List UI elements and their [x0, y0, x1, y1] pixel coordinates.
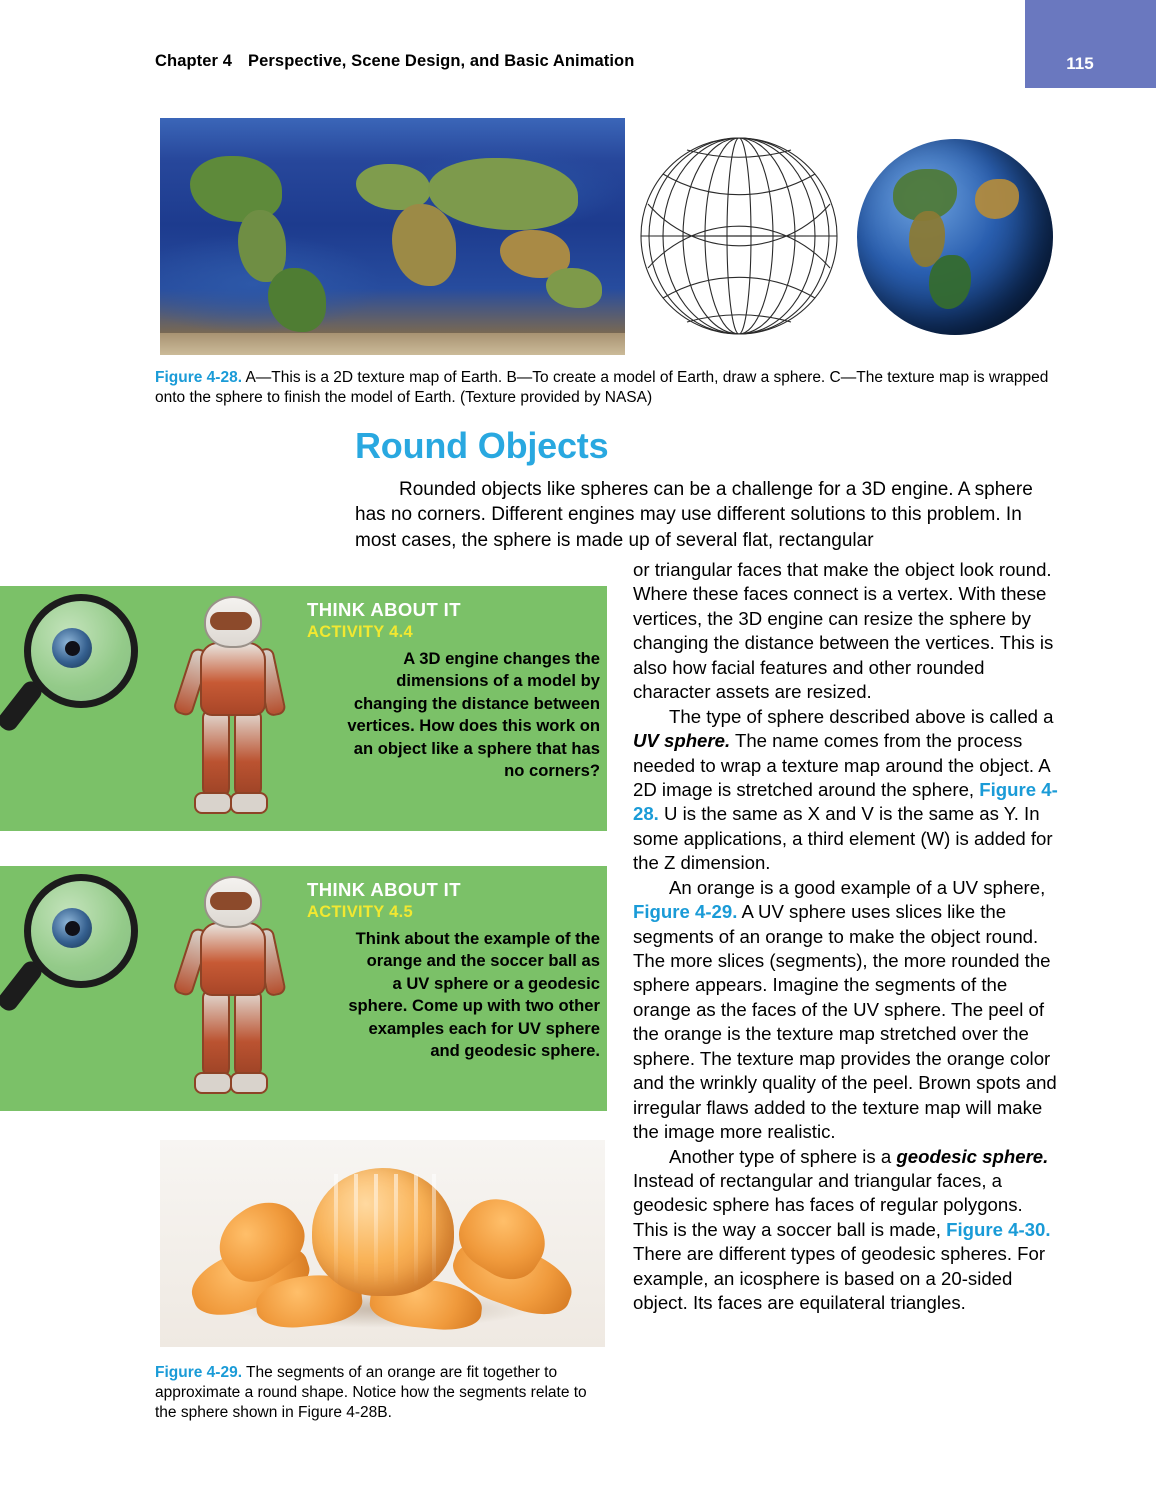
paragraph-2 [633, 705, 1060, 876]
figure-reference-4-30: Figure 4-30. [946, 1218, 1051, 1240]
p4-run1: Another type of sphere is a [669, 1145, 897, 1167]
earth-texture-map-image [160, 118, 625, 355]
activity-4-5-body [100, 928, 600, 1062]
activity-4-5-subtitle: ACTIVITY 4.5 [307, 903, 413, 921]
orange-segment-line [432, 1174, 436, 1286]
figure-4-29-caption [155, 1363, 610, 1422]
orange-fruit [312, 1168, 454, 1296]
intro-paragraph: Rounded objects like spheres can be a challenge for a 3D engine. A sphere has no corners. Different engines may use different solutions to this problem. In most cases, the sphere is made up of several flat, rectangular [355, 479, 1033, 551]
orange-segment-line [414, 1174, 418, 1286]
rendered-earth-globe-image [853, 118, 1057, 355]
p2-run3: The name comes from the process needed to wrap a texture map around the object. A 2D image is stretched around the sphere, [633, 730, 1050, 800]
activity-4-5-line: Think about the example of the [355, 929, 600, 948]
globe-sphere [857, 139, 1053, 335]
activity-box-4-5 [0, 866, 607, 1111]
activity-4-4-line: A 3D engine changes the [403, 649, 600, 668]
activity-4-4-body [100, 648, 600, 782]
wireframe-sphere-svg [632, 118, 846, 355]
activity-4-5-line: examples each for UV sphere [368, 1018, 600, 1038]
paragraph-4 [633, 1145, 1060, 1316]
figure-reference-4-28: Figure 4-28. [633, 778, 1058, 825]
activity-4-5-line: sphere. Come up with two other [348, 996, 600, 1016]
orange-segment-line [394, 1174, 398, 1286]
orange-segment-line [374, 1174, 378, 1286]
figure-reference-4-29: Figure 4-29. [633, 901, 738, 923]
p4-run5: There are different types of geodesic spheres. For example, an icosphere is based on a 20-sided object. Its faces are equilateral triangles. [633, 1243, 1046, 1314]
activity-4-4-line: no corners? [504, 760, 600, 780]
magnified-pupil [65, 921, 80, 936]
page-number-tab [1025, 0, 1156, 88]
figure-4-29-label: Figure 4-29. [155, 1364, 242, 1381]
globe-landmass [929, 255, 971, 309]
figure-4-28-label: Figure 4-28. [155, 369, 242, 386]
p3-run1: An orange is a good example of a UV sphere, [669, 876, 1046, 898]
orange-segment-line [354, 1174, 358, 1286]
robot-visor [210, 612, 252, 630]
p2-run5: U is the same as X and V is the same as Y. In some applications, a third element (W) is added for the Z dimension. [633, 803, 1053, 874]
robot-foot-right [230, 792, 268, 814]
activity-4-5-title: THINK ABOUT IT [307, 879, 461, 900]
p2-run1: The type of sphere described above is called a [669, 705, 1054, 727]
activity-4-4-line: dimensions of a model by [396, 671, 600, 691]
activity-4-5-line: and geodesic sphere. [430, 1040, 600, 1060]
term-uv-sphere: UV sphere. [633, 730, 731, 752]
activity-4-4-line: changing the distance between [353, 693, 600, 713]
wireframe-sphere-image [632, 118, 846, 355]
magnified-pupil [65, 641, 80, 656]
activity-4-4-line: vertices. How does this work on [347, 716, 600, 736]
robot-foot-right [230, 1072, 268, 1094]
globe-landmass [975, 179, 1019, 219]
orange-segment-line [334, 1174, 338, 1286]
page-number: 115 [1066, 54, 1094, 73]
chapter-title: Perspective, Scene Design, and Basic Animation [248, 52, 635, 70]
paragraph-3 [633, 876, 1060, 1145]
figure-4-28-caption [155, 368, 1060, 408]
page-title: Round Objects [355, 425, 609, 466]
activity-4-4-title: THINK ABOUT IT [307, 599, 461, 620]
activity-4-4-subtitle: ACTIVITY 4.4 [307, 623, 413, 641]
figure-4-28-caption-text: A—This is a 2D texture map of Earth. B—To create a model of Earth, draw a sphere. C—The texture map is wrapped onto the sphere to finish the model of Earth. (Texture provided by NASA) [155, 369, 1049, 406]
robot-visor [210, 892, 252, 910]
activity-4-4-line: an object like a sphere that has [353, 738, 600, 758]
p3-run3: A UV sphere uses slices like the segments of an orange to make the object round. The more slices (segments), the more rounded the sphere appears. Imagine the segments of the orange as the faces of the UV sphere. The peel of the orange is the texture map stretched over the sphere. The texture map provides the orange color and the wrinkly quality of the peel. Brown spots and irregular flaws added to the texture map will make the image more realistic. [633, 901, 1057, 1143]
figure-4-28-images [160, 118, 1057, 355]
figure-4-29-caption-text: The segments of an orange are fit together to approximate a round shape. Notice how the segments relate to the sphere shown in Figure 4-28B. [155, 1364, 587, 1421]
paragraph-1-text: or triangular faces that make the object look round. Where these faces connect is a vertex. With these vertices, the 3D engine can resize the sphere by changing the distance between the vertices. This is also how facial features and other rounded character assets are resized. [633, 559, 1054, 703]
paragraph-1 [633, 558, 1060, 705]
peeled-orange-photo [160, 1140, 605, 1347]
polar-ice-band [160, 333, 625, 355]
term-geodesic-sphere: geodesic sphere. [896, 1145, 1049, 1167]
body-right-column [633, 558, 1060, 1316]
robot-foot-left [194, 1072, 232, 1094]
page-header [155, 52, 985, 71]
activity-4-5-line: orange and the soccer ball as [366, 951, 600, 971]
chapter-number: Chapter 4 [155, 52, 233, 70]
activity-4-5-line: a UV sphere or a geodesic [392, 973, 600, 993]
activity-box-4-4 [0, 586, 607, 831]
robot-foot-left [194, 792, 232, 814]
p4-run3: Instead of rectangular and triangular faces, a geodesic sphere has faces of regular polygons. This is the way a soccer ball is made, [633, 1169, 1023, 1240]
